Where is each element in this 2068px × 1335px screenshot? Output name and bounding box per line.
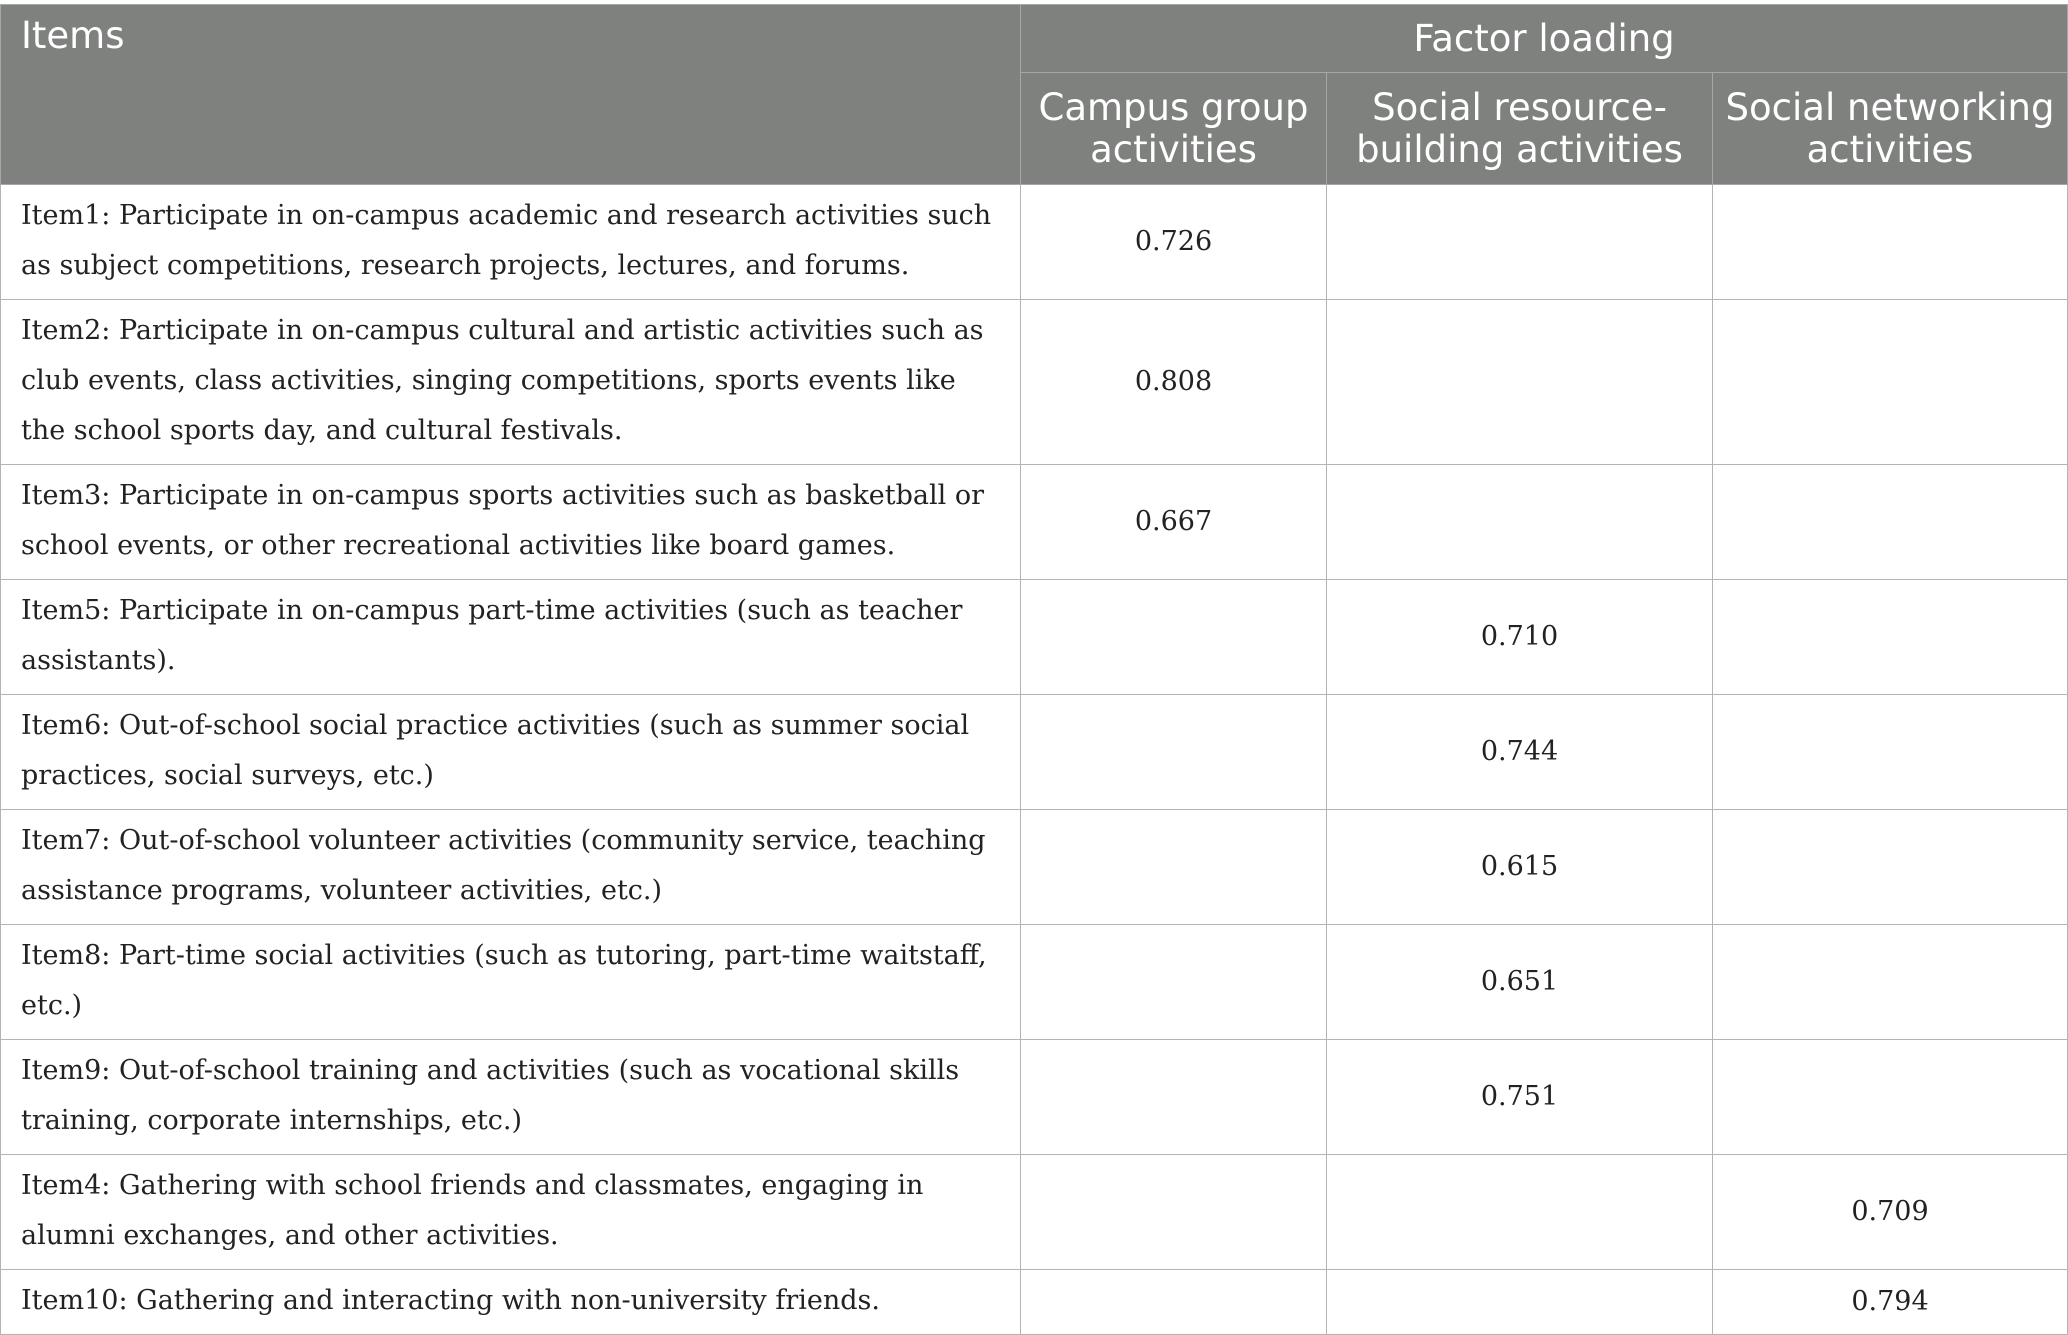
- social-networking-column-header: Social networking activities: [1713, 73, 2068, 185]
- social-networking-loading: 0.709: [1713, 1155, 2068, 1270]
- social-resource-column-header: Social resource-building activities: [1327, 73, 1713, 185]
- social-networking-loading: [1713, 185, 2068, 300]
- social-resource-loading: [1327, 1270, 1713, 1335]
- campus-group-loading: [1021, 925, 1327, 1040]
- table-row: [1, 580, 2068, 695]
- social-networking-loading: [1713, 580, 2068, 695]
- table-row: [1, 1155, 2068, 1270]
- table-row: [1, 185, 2068, 300]
- social-resource-loading: 0.744: [1327, 695, 1713, 810]
- social-networking-loading: [1713, 300, 2068, 465]
- table-row: [1, 300, 2068, 465]
- table-row: [1, 810, 2068, 925]
- item-text: Item7: Out-of-school volunteer activities (community service, teaching assistance programs, volunteer activities, etc.): [1, 810, 1021, 925]
- social-resource-loading: 0.615: [1327, 810, 1713, 925]
- campus-group-loading: [1021, 1270, 1327, 1335]
- social-networking-loading: [1713, 695, 2068, 810]
- social-resource-loading: [1327, 300, 1713, 465]
- social-networking-loading: 0.794: [1713, 1270, 2068, 1335]
- campus-group-loading: 0.667: [1021, 465, 1327, 580]
- table-row: [1, 695, 2068, 810]
- social-networking-loading: [1713, 925, 2068, 1040]
- item-text: Item8: Part-time social activities (such as tutoring, part-time waitstaff, etc.): [1, 925, 1021, 1040]
- item-text: Item3: Participate in on-campus sports activities such as basketball or school events, or other recreational activities like board games.: [1, 465, 1021, 580]
- items-column-header: Items: [1, 5, 1021, 185]
- social-resource-loading: [1327, 185, 1713, 300]
- campus-group-loading: [1021, 1155, 1327, 1270]
- factor-loading-table-container: [0, 4, 2068, 1335]
- table-header: [1, 5, 2068, 185]
- social-networking-loading: [1713, 810, 2068, 925]
- social-resource-loading: 0.710: [1327, 580, 1713, 695]
- social-resource-loading: 0.751: [1327, 1040, 1713, 1155]
- table-body: [1, 185, 2068, 1335]
- social-networking-loading: [1713, 465, 2068, 580]
- campus-group-column-header: Campus group activities: [1021, 73, 1327, 185]
- item-text: Item9: Out-of-school training and activities (such as vocational skills training, corporate internships, etc.): [1, 1040, 1021, 1155]
- table-row: [1, 1040, 2068, 1155]
- item-text: Item10: Gathering and interacting with non-university friends.: [1, 1270, 1021, 1335]
- campus-group-loading: 0.726: [1021, 185, 1327, 300]
- table-row: [1, 925, 2068, 1040]
- social-resource-loading: [1327, 465, 1713, 580]
- social-resource-loading: 0.651: [1327, 925, 1713, 1040]
- campus-group-loading: [1021, 695, 1327, 810]
- factor-loading-header: Factor loading: [1021, 5, 2068, 73]
- social-networking-loading: [1713, 1040, 2068, 1155]
- campus-group-loading: [1021, 1040, 1327, 1155]
- item-text: Item1: Participate in on-campus academic and research activities such as subject competitions, research projects, lectures, and forums.: [1, 185, 1021, 300]
- item-text: Item6: Out-of-school social practice activities (such as summer social practices, social surveys, etc.): [1, 695, 1021, 810]
- item-text: Item2: Participate in on-campus cultural and artistic activities such as club events, class activities, singing competitions, sports events like the school sports day, and cultural festivals.: [1, 300, 1021, 465]
- item-text: Item4: Gathering with school friends and classmates, engaging in alumni exchanges, and other activities.: [1, 1155, 1021, 1270]
- campus-group-loading: [1021, 580, 1327, 695]
- table-row: [1, 1270, 2068, 1335]
- social-resource-loading: [1327, 1155, 1713, 1270]
- table-row: [1, 465, 2068, 580]
- item-text: Item5: Participate in on-campus part-time activities (such as teacher assistants).: [1, 580, 1021, 695]
- campus-group-loading: [1021, 810, 1327, 925]
- campus-group-loading: 0.808: [1021, 300, 1327, 465]
- factor-loading-table: [0, 4, 2068, 1335]
